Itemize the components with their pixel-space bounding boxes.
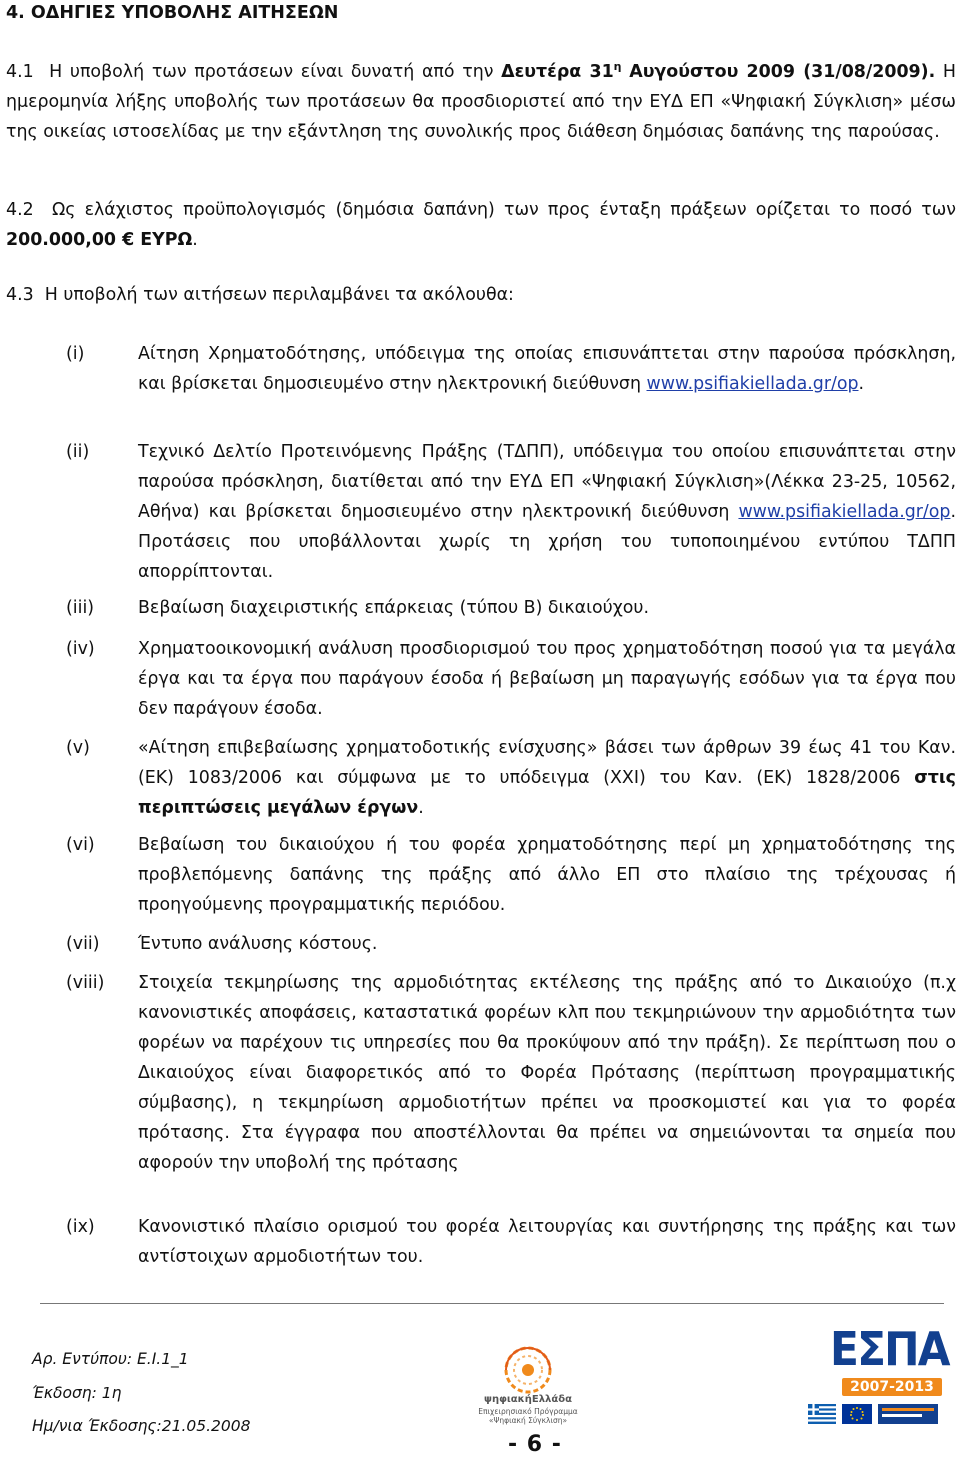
bold-text: στις περιπτώσεις μεγάλων έργων <box>138 768 956 818</box>
item-label: (ii) <box>66 442 90 462</box>
item-label: (ix) <box>66 1217 95 1237</box>
paragraph-4-1 <box>6 57 956 147</box>
superscript: η <box>613 60 622 74</box>
form-number: Αρ. Εντύπου: Ε.Ι.1_1 <box>32 1350 189 1368</box>
greek-flag-icon <box>808 1404 836 1424</box>
item-i <box>138 339 956 399</box>
edition-date: Ημ/νια Έκδοσης:21.05.2008 <box>32 1417 251 1435</box>
page-number: - 6 - <box>508 1432 562 1457</box>
psifiakiellada-link[interactable]: www.psifiakiellada.gr/op <box>646 374 859 394</box>
item-label: (viii) <box>66 973 105 993</box>
item-v <box>138 733 956 823</box>
item-label: (vi) <box>66 835 95 855</box>
psifiakiellada-link[interactable]: www.psifiakiellada.gr/op <box>738 502 951 522</box>
espa-years: 2007-2013 <box>850 1379 934 1395</box>
psifiaki-ellada-sub1: Επιχειρησιακό Πρόγραμμα <box>478 1407 578 1416</box>
item-label: (iv) <box>66 639 95 659</box>
paragraph-number: 4.1 <box>6 62 34 82</box>
item-ix: Κανονιστικό πλαίσιο ορισμού του φορέα λειτουργίας και συντήρησης της πράξης και των αντίστοιχων αρμοδιοτήτων του. <box>138 1217 956 1267</box>
section-heading: 4. ΟΔΗΓΙΕΣ ΥΠΟΒΟΛΗΣ ΑΙΤΗΣΕΩΝ <box>6 3 339 23</box>
paragraph-number: 4.2 <box>6 200 34 220</box>
item-text: «Αίτηση επιβεβαίωσης χρηματοδοτικής ενίσχυσης» βάσει των άρθρων 39 έως 41 του Καν.(ΕΚ) 1083/2006 και σύμφωνα με το υπόδειγμα (XXI) του Καν. (ΕΚ) 1828/2006 <box>138 738 956 788</box>
item-viii: Στοιχεία τεκμηρίωσης της αρμοδιότητας εκτέλεσης της πράξης από το Δικαιούχο (π.χ κανονιστικές αποφάσεις, καταστατικά φορέων κλπ που τεκμηριώνουν την αρμοδιότητα των φορέων να παρέχουν τις υπηρεσίες που θα προκύψουν από την πράξη). Σε περίπτωση που ο Δικαιούχος είναι διαφορετικός από το Φορέα Πρότασης (περίπτωση προγραμματικής σύμβασης), η τεκμηρίωση αρμοδιοτήτων πρέπει να προσκομιστεί και για το φορέα πρότασης. Στα έγγραφα που αποστέλλονται θα πρέπει να σημειώνονται τα σημεία που αφορούν την υποβολή της πρότασης <box>138 973 956 1173</box>
paragraph-number: 4.3 <box>6 285 34 305</box>
psifiaki-ellada-title: ψηφιακήΕλλάδα <box>484 1394 572 1405</box>
bold-amount: 200.000,00 € ΕΥΡΩ <box>6 230 193 250</box>
item-iv: Χρηματοοικονομική ανάλυση προσδιορισμού του προς χρηματοδότηση ποσού για τα μεγάλα έργα και τα έργα που παράγουν έσοδα ή βεβαίωση μη παραγωγής εσόδων για τα έργα που δεν παράγουν έσοδα. <box>138 639 956 719</box>
item-label: (iii) <box>66 598 95 618</box>
item-iii: Βεβαίωση διαχειριστικής επάρκειας (τύπου Β) δικαιούχου. <box>138 598 650 618</box>
item-vii: Έντυπο ανάλυσης κόστους. <box>138 934 378 954</box>
paragraph-4-2 <box>6 195 956 255</box>
item-text: Τεχνικό Δελτίο Προτεινόμενης Πράξης (ΤΔΠΠ), υπόδειγμα του οποίου επισυνάπτεται στην παρούσα πρόσκληση, διατίθεται από την ΕΥΔ ΕΠ «Ψηφιακή Σύγκλιση»(Λέκκα 23-25, 10562, Αθήνα) και βρίσκεται δημοσιευμένο στην ηλεκτρονική διεύθυνση <box>138 442 956 522</box>
paragraph-text: Η υποβολή των αιτήσεων περιλαμβάνει τα ακόλουθα: <box>44 285 514 305</box>
espa-logo-title: ΕΣΠΑ <box>830 1322 949 1376</box>
bold-date-cont: Αυγούστου 2009 (31/08/2009). <box>629 62 936 82</box>
item-vi: Βεβαίωση του δικαιούχου ή του φορέα χρηματοδότησης περί μη χρηματοδότησης της προβλεπόμενης δαπάνης της πράξης από άλλο ΕΠ στο πλαίσιο της τρέχουσας ή προηγούμενης προγραμματικής περιόδου. <box>138 835 956 915</box>
espa-years-bar <box>842 1378 942 1396</box>
bold-date: Δευτέρα 31 <box>501 62 614 82</box>
item-label: (vii) <box>66 934 100 954</box>
edition: Έκδοση: 1η <box>32 1384 122 1402</box>
paragraph-text: . <box>192 230 198 250</box>
item-text: . <box>858 374 865 394</box>
item-text: . <box>418 798 424 818</box>
item-ii <box>138 437 956 587</box>
paragraph-text: Ως ελάχιστος προϋπολογισμός (δημόσια δαπάνη) των προς ένταξη πράξεων ορίζεται το ποσό των <box>51 200 956 220</box>
nsrf-badge-icon <box>878 1404 938 1424</box>
paragraph-text: Η υποβολή των προτάσεων είναι δυνατή από την <box>49 62 494 82</box>
item-text: Αίτηση Χρηματοδότησης, υπόδειγμα της οποίας επισυνάπτεται στην παρούσα πρόσκληση, και βρίσκεται δημοσιευμένο στην ηλεκτρονική διεύθυνση <box>138 344 956 394</box>
paragraph-4-3 <box>6 280 956 310</box>
item-text: . Προτάσεις που υποβάλλονται χωρίς τη χρήση του τυποποιημένου εντύπου ΤΔΠΠ απορρίπτονται. <box>138 502 956 582</box>
espa-logo <box>798 1318 948 1432</box>
item-label: (v) <box>66 738 90 758</box>
eu-flag-icon <box>842 1404 872 1424</box>
psifiaki-ellada-logo <box>468 1330 588 1428</box>
item-label: (i) <box>66 344 85 364</box>
footer-divider <box>40 1303 944 1304</box>
psifiaki-ellada-sub2: «Ψηφιακή Σύγκλιση» <box>488 1416 568 1425</box>
paragraph-text: Η ημερομηνία λήξης υποβολής των προτάσεων θα προσδιοριστεί από την ΕΥΔ ΕΠ «Ψηφιακή Σύγκλιση» μέσω της οικείας ιστοσελίδας με την εξάντληση της συνολικής προς διάθεση δημόσιας δαπάνης της παρούσας. <box>6 62 956 142</box>
